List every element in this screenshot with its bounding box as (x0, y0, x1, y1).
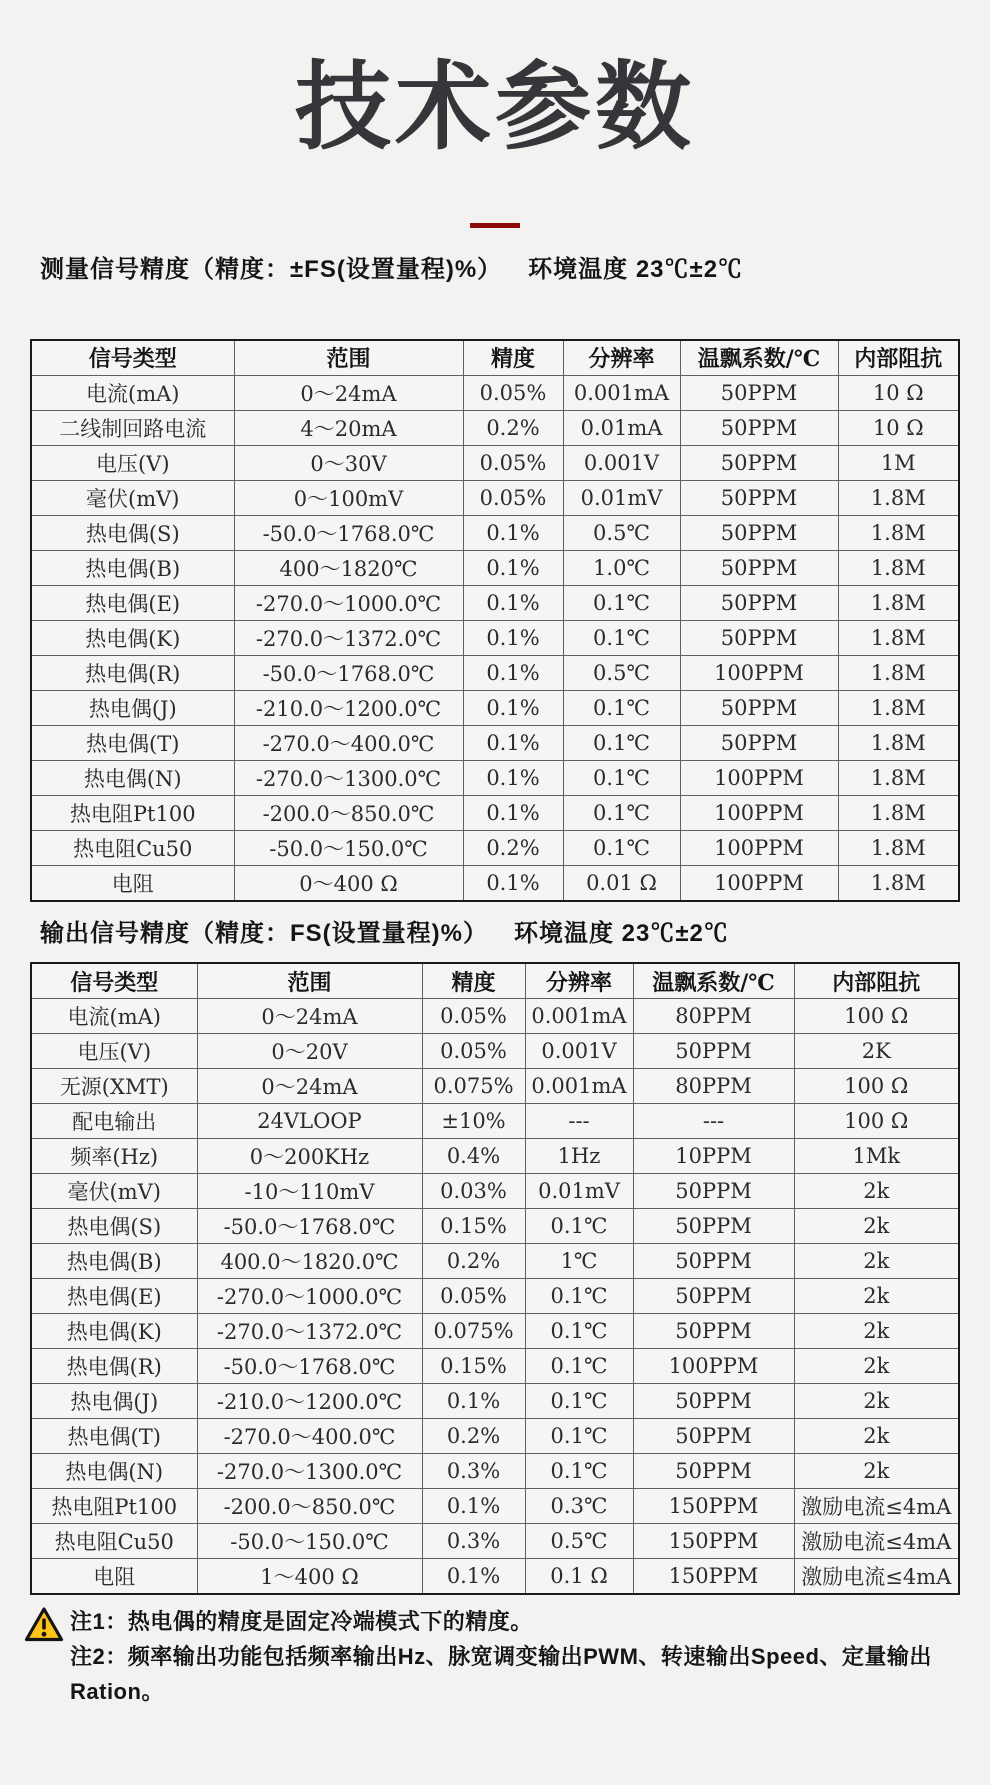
table-row (31, 690, 959, 725)
table-row (31, 1524, 959, 1559)
section-heading-measure-env: 环境温度 23℃±2℃ (528, 255, 744, 283)
table-cell: 0.3% (422, 1454, 525, 1489)
table-cell: 0.1% (463, 550, 563, 585)
table-cell: 0.01mA (563, 410, 680, 445)
table-cell: 电压(V) (31, 1034, 197, 1069)
table-cell: 0.001V (563, 445, 680, 480)
table-row (31, 865, 959, 901)
table-cell: 2k (794, 1384, 959, 1419)
table-cell: 50PPM (633, 1244, 794, 1279)
table-row (31, 760, 959, 795)
table-cell: 0.1℃ (525, 1209, 633, 1244)
table-cell: 毫伏(mV) (31, 480, 234, 515)
table-cell: 0.2% (463, 410, 563, 445)
table-cell: 1.8M (838, 795, 959, 830)
table-cell: 100PPM (680, 795, 838, 830)
table-row (31, 1559, 959, 1595)
table-row (31, 1139, 959, 1174)
table-cell: 0.075% (422, 1069, 525, 1104)
table-cell: 0.1% (422, 1489, 525, 1524)
table-cell: 150PPM (633, 1559, 794, 1595)
table-cell: 50PPM (633, 1174, 794, 1209)
measure-accuracy-table (30, 339, 960, 902)
warning-triangle-icon (24, 1606, 64, 1648)
table-cell: -50.0～1768.0℃ (234, 655, 463, 690)
table-cell: 1.8M (838, 585, 959, 620)
column-header: 分辨率 (563, 340, 680, 376)
table-cell: 1.8M (838, 725, 959, 760)
table-cell: 0.1℃ (525, 1454, 633, 1489)
column-header: 信号类型 (31, 963, 197, 999)
table-cell: -50.0～150.0℃ (234, 830, 463, 865)
table-cell: 热电偶(T) (31, 1419, 197, 1454)
table-cell: 0～20V (197, 1034, 422, 1069)
table-cell: 电流(mA) (31, 999, 197, 1034)
table-row (31, 585, 959, 620)
table-cell: 热电阻Cu50 (31, 830, 234, 865)
table-cell: 100PPM (633, 1349, 794, 1384)
table-cell: 10 Ω (838, 375, 959, 410)
column-header: 内部阻抗 (794, 963, 959, 999)
table-cell: 0.1℃ (563, 585, 680, 620)
table-cell: 0～100mV (234, 480, 463, 515)
table-cell: 0.1% (463, 690, 563, 725)
table-cell: 热电偶(E) (31, 585, 234, 620)
table-cell: 热电偶(B) (31, 550, 234, 585)
table-cell: 0.001V (525, 1034, 633, 1069)
table-cell: 1.8M (838, 830, 959, 865)
table-cell: 10 Ω (838, 410, 959, 445)
table-cell: 0.05% (463, 445, 563, 480)
table-row (31, 1104, 959, 1139)
table-cell: 热电偶(J) (31, 1384, 197, 1419)
table-cell: 热电偶(S) (31, 1209, 197, 1244)
table-cell: 0.1% (463, 655, 563, 690)
table-cell: 50PPM (633, 1419, 794, 1454)
table-cell: 热电偶(K) (31, 1314, 197, 1349)
table-cell: 50PPM (680, 620, 838, 655)
table-cell: 1.8M (838, 690, 959, 725)
table-cell: 0.1% (463, 515, 563, 550)
table-cell: -10～110mV (197, 1174, 422, 1209)
table-cell: 0.1% (463, 865, 563, 901)
table-cell: 无源(XMT) (31, 1069, 197, 1104)
table-cell: 热电偶(N) (31, 760, 234, 795)
table-cell: 150PPM (633, 1524, 794, 1559)
table-cell: 毫伏(mV) (31, 1174, 197, 1209)
table-row (31, 620, 959, 655)
table-row (31, 1384, 959, 1419)
table-cell: 50PPM (680, 410, 838, 445)
table-cell: -270.0～1372.0℃ (234, 620, 463, 655)
table-cell: 0.4% (422, 1139, 525, 1174)
table-cell: 50PPM (633, 1279, 794, 1314)
table-cell: 2k (794, 1419, 959, 1454)
table-row (31, 1419, 959, 1454)
table-cell: 0.1℃ (563, 725, 680, 760)
table-cell: 0～200KHz (197, 1139, 422, 1174)
section-heading-measure (40, 254, 990, 285)
page-title: 技术参数 (295, 54, 695, 161)
table-cell: 0.3% (422, 1524, 525, 1559)
table-cell: 0～24mA (197, 999, 422, 1034)
table-cell: 100PPM (680, 655, 838, 690)
table-cell: 0.5℃ (525, 1524, 633, 1559)
table-cell: 0.1% (463, 760, 563, 795)
table-cell: 0.1℃ (563, 760, 680, 795)
table-cell: 热电偶(J) (31, 690, 234, 725)
table-cell: 0～24mA (234, 375, 463, 410)
table-cell: 0.1% (463, 585, 563, 620)
table-cell: 50PPM (633, 1384, 794, 1419)
table-cell: 0.15% (422, 1349, 525, 1384)
table-cell: 0.1℃ (563, 690, 680, 725)
table-cell: 0.05% (422, 1279, 525, 1314)
table-row (31, 1244, 959, 1279)
table-cell: 热电偶(T) (31, 725, 234, 760)
table-cell: 100 Ω (794, 1069, 959, 1104)
table-cell: 80PPM (633, 1069, 794, 1104)
table-row (31, 1174, 959, 1209)
table-cell: 0.1% (463, 620, 563, 655)
table-row (31, 1279, 959, 1314)
column-header: 精度 (422, 963, 525, 999)
table-cell: 50PPM (680, 725, 838, 760)
table-row (31, 1314, 959, 1349)
table-cell: 0.001mA (525, 1069, 633, 1104)
section-heading-output-env: 环境温度 23℃±2℃ (514, 919, 729, 947)
column-header: 温飘系数/℃ (680, 340, 838, 376)
table-cell: -270.0～1000.0℃ (197, 1279, 422, 1314)
table-cell: -270.0～1300.0℃ (197, 1454, 422, 1489)
table-cell: 2k (794, 1454, 959, 1489)
table-row (31, 999, 959, 1034)
table-cell: 0.1℃ (563, 795, 680, 830)
section-heading-output (40, 918, 990, 949)
table-row (31, 1209, 959, 1244)
table-cell: 配电输出 (31, 1104, 197, 1139)
table-cell: 1.8M (838, 550, 959, 585)
table-cell: 电阻 (31, 865, 234, 901)
table-row (31, 410, 959, 445)
table-cell: 热电偶(B) (31, 1244, 197, 1279)
title-divider (470, 223, 520, 228)
table-cell: 激励电流≤4mA (794, 1559, 959, 1595)
table-cell: 0.05% (463, 480, 563, 515)
table-cell: -50.0～1768.0℃ (197, 1209, 422, 1244)
table-row (31, 1349, 959, 1384)
table-cell: 100PPM (680, 830, 838, 865)
table-cell: 0.3℃ (525, 1489, 633, 1524)
table-row (31, 1489, 959, 1524)
table-cell: 0.1℃ (525, 1419, 633, 1454)
table-cell: 0.1℃ (525, 1314, 633, 1349)
table-cell: 0.1% (463, 795, 563, 830)
column-header: 范围 (234, 340, 463, 376)
table-cell: 0.2% (422, 1244, 525, 1279)
table-cell: 1.8M (838, 760, 959, 795)
table-cell: 2k (794, 1349, 959, 1384)
table-cell: 0.075% (422, 1314, 525, 1349)
column-header: 信号类型 (31, 340, 234, 376)
table-cell: 热电偶(S) (31, 515, 234, 550)
table-cell: 1.8M (838, 480, 959, 515)
table-cell: 24VLOOP (197, 1104, 422, 1139)
table-cell: 热电偶(E) (31, 1279, 197, 1314)
table-cell: 0～30V (234, 445, 463, 480)
table-cell: 热电偶(N) (31, 1454, 197, 1489)
table-cell: 0.5℃ (563, 515, 680, 550)
table-cell: 0.1℃ (525, 1349, 633, 1384)
table-cell: 热电偶(R) (31, 655, 234, 690)
table-cell: --- (633, 1104, 794, 1139)
table-cell: 50PPM (633, 1314, 794, 1349)
table-cell: 80PPM (633, 999, 794, 1034)
table-cell: 0～400 Ω (234, 865, 463, 901)
table-cell: 1.0℃ (563, 550, 680, 585)
table-cell: 0.03% (422, 1174, 525, 1209)
table-row (31, 445, 959, 480)
table-cell: 0.1 Ω (525, 1559, 633, 1595)
table-cell: 热电阻Pt100 (31, 795, 234, 830)
table-cell: 100 Ω (794, 999, 959, 1034)
table-cell: -50.0～1768.0℃ (234, 515, 463, 550)
table-cell: -270.0～1300.0℃ (234, 760, 463, 795)
column-header: 范围 (197, 963, 422, 999)
table-cell: 50PPM (633, 1034, 794, 1069)
table-row (31, 1034, 959, 1069)
column-header: 精度 (463, 340, 563, 376)
table-cell: 1.8M (838, 515, 959, 550)
output-accuracy-table (30, 962, 960, 1595)
table-cell: 0.001mA (563, 375, 680, 410)
table-cell: ±10% (422, 1104, 525, 1139)
table-cell: 50PPM (633, 1454, 794, 1489)
table-cell: 热电阻Cu50 (31, 1524, 197, 1559)
table-cell: 电阻 (31, 1559, 197, 1595)
table-cell: -210.0～1200.0℃ (234, 690, 463, 725)
table-cell: 热电阻Pt100 (31, 1489, 197, 1524)
table-cell: -50.0～150.0℃ (197, 1524, 422, 1559)
table-cell: 4～20mA (234, 410, 463, 445)
table-cell: 0.1℃ (563, 620, 680, 655)
section-heading-measure-label: 测量信号精度（精度：±FS(设置量程)%） (40, 255, 503, 283)
table-cell: 0.1% (422, 1384, 525, 1419)
table-cell: 50PPM (680, 585, 838, 620)
table-cell: 50PPM (633, 1209, 794, 1244)
table-cell: 电流(mA) (31, 375, 234, 410)
table-row (31, 375, 959, 410)
table-cell: 100PPM (680, 865, 838, 901)
table-cell: 50PPM (680, 375, 838, 410)
table-cell: -270.0～1372.0℃ (197, 1314, 422, 1349)
header-row (31, 340, 959, 376)
table-cell: 0.01 Ω (563, 865, 680, 901)
table-cell: 400.0～1820.0℃ (197, 1244, 422, 1279)
table-cell: -270.0～400.0℃ (197, 1419, 422, 1454)
table-row (31, 655, 959, 690)
table-cell: 2k (794, 1244, 959, 1279)
table-row (31, 1069, 959, 1104)
column-header: 内部阻抗 (838, 340, 959, 376)
note-lines (70, 1604, 990, 1709)
table-row (31, 480, 959, 515)
table-cell: 2k (794, 1174, 959, 1209)
table-row (31, 515, 959, 550)
table-cell: 1Mk (794, 1139, 959, 1174)
table-cell: 1.8M (838, 655, 959, 690)
table-cell: 0.15% (422, 1209, 525, 1244)
table-cell: 1℃ (525, 1244, 633, 1279)
table-cell: 0.05% (422, 999, 525, 1034)
table-cell: -270.0～400.0℃ (234, 725, 463, 760)
table-cell: 100PPM (680, 760, 838, 795)
table-cell: 0.1℃ (525, 1384, 633, 1419)
table-cell: 1Hz (525, 1139, 633, 1174)
table-cell: 0.05% (463, 375, 563, 410)
table-cell: 0.5℃ (563, 655, 680, 690)
table-cell: 50PPM (680, 690, 838, 725)
column-header: 温飘系数/℃ (633, 963, 794, 999)
table-cell: 100 Ω (794, 1104, 959, 1139)
table-cell: 2k (794, 1209, 959, 1244)
table-row (31, 725, 959, 760)
table-cell: 激励电流≤4mA (794, 1524, 959, 1559)
table-cell: 1M (838, 445, 959, 480)
table-cell: 1～400 Ω (197, 1559, 422, 1595)
table-cell: --- (525, 1104, 633, 1139)
table-row (31, 550, 959, 585)
table-row (31, 795, 959, 830)
note-2: 注2：频率输出功能包括频率输出Hz、脉宽调变输出PWM、转速输出Speed、定量输出Ration。 (70, 1644, 932, 1705)
table-cell: 二线制回路电流 (31, 410, 234, 445)
table-cell: 0.05% (422, 1034, 525, 1069)
table-cell: 150PPM (633, 1489, 794, 1524)
table-cell: 2K (794, 1034, 959, 1069)
table-cell: -210.0～1200.0℃ (197, 1384, 422, 1419)
table-cell: 0～24mA (197, 1069, 422, 1104)
table-cell: 0.1℃ (563, 830, 680, 865)
table-cell: 0.2% (463, 830, 563, 865)
table-cell: 1.8M (838, 865, 959, 901)
table-cell: 热电偶(R) (31, 1349, 197, 1384)
table-cell: -50.0～1768.0℃ (197, 1349, 422, 1384)
column-header: 分辨率 (525, 963, 633, 999)
table-cell: 50PPM (680, 445, 838, 480)
table-cell: -200.0～850.0℃ (234, 795, 463, 830)
table-cell: 频率(Hz) (31, 1139, 197, 1174)
table-row (31, 830, 959, 865)
table-cell: 0.1℃ (525, 1279, 633, 1314)
table-cell: 2k (794, 1279, 959, 1314)
table-cell: 50PPM (680, 515, 838, 550)
header-row (31, 963, 959, 999)
table-cell: 0.1% (463, 725, 563, 760)
table-cell: 0.001mA (525, 999, 633, 1034)
table-cell: 0.01mV (525, 1174, 633, 1209)
section-heading-output-label: 输出信号精度（精度：FS(设置量程)%） (40, 919, 488, 947)
table-cell: -200.0～850.0℃ (197, 1489, 422, 1524)
table-cell: 400～1820℃ (234, 550, 463, 585)
table-cell: -270.0～1000.0℃ (234, 585, 463, 620)
table-cell: 0.1% (422, 1559, 525, 1595)
table-cell: 电压(V) (31, 445, 234, 480)
table-cell: 激励电流≤4mA (794, 1489, 959, 1524)
table-cell: 0.2% (422, 1419, 525, 1454)
table-cell: 10PPM (633, 1139, 794, 1174)
note-1: 注1：热电偶的精度是固定冷端模式下的精度。 (70, 1609, 533, 1635)
table-row (31, 1454, 959, 1489)
table-cell: 热电偶(K) (31, 620, 234, 655)
table-cell: 50PPM (680, 480, 838, 515)
table-cell: 2k (794, 1314, 959, 1349)
table-cell: 0.01mV (563, 480, 680, 515)
table-cell: 1.8M (838, 620, 959, 655)
notes (24, 1604, 990, 1709)
table-cell: 50PPM (680, 550, 838, 585)
